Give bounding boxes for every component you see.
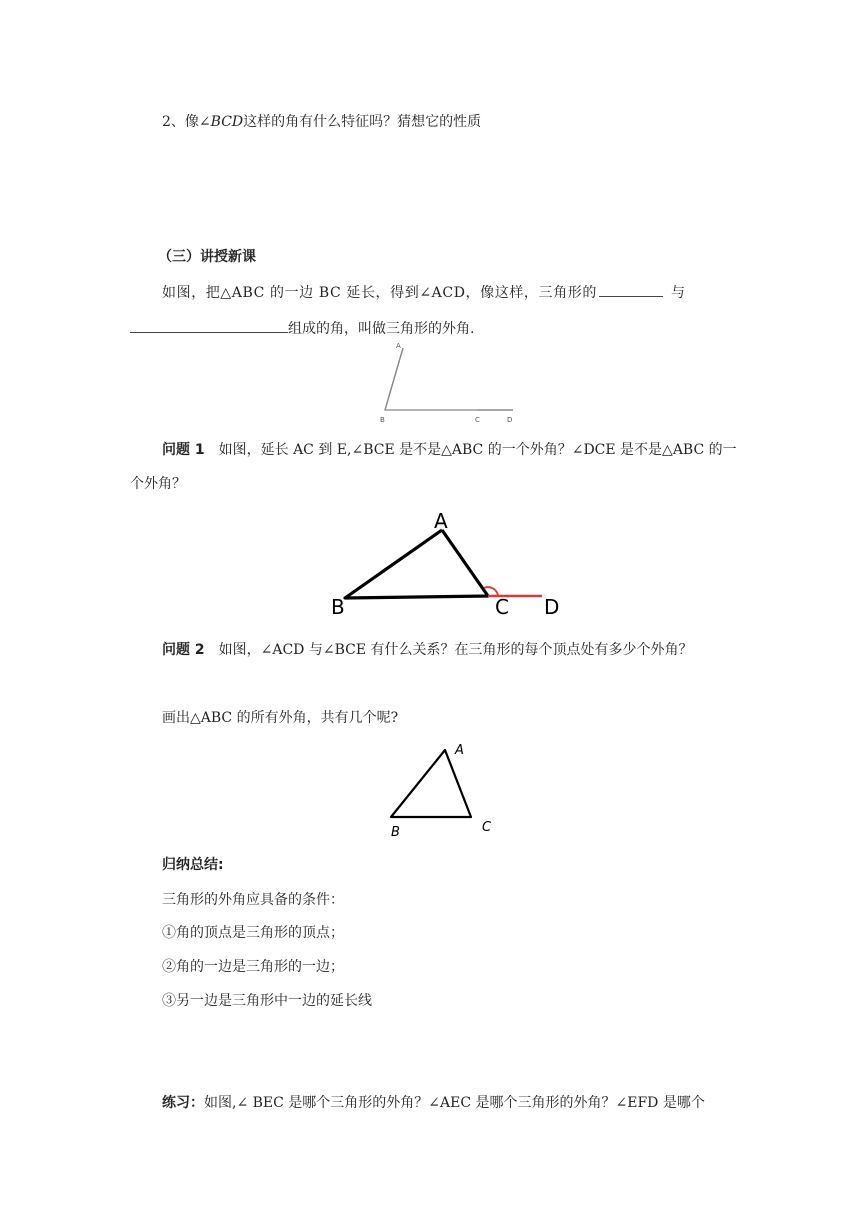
fig1-label-b: B: [380, 416, 385, 424]
summary-item-2: ②角的一边是三角形的一边；: [162, 959, 344, 975]
fig1-label-d: D: [507, 416, 513, 424]
intro-line-2-text: 组成的角，叫做三角形的外角.: [288, 321, 475, 337]
question-2-prefix: 2、像∠: [162, 114, 211, 130]
blank-2: [130, 318, 288, 333]
intro-line-1-text: 如图，把△ABC 的一边 BC 延长，得到∠ACD，像这样，三角形的: [162, 285, 597, 301]
section-3-title: （三）讲授新课: [158, 249, 256, 265]
fig1-extension: [385, 348, 403, 410]
fig3-triangle: [391, 750, 471, 817]
fig2-label-c: C: [495, 595, 509, 619]
problem-1: [162, 440, 737, 460]
question-2-suffix: 这样的角有什么特征吗？猜想它的性质: [243, 114, 482, 130]
fig3-label-c: C: [482, 820, 492, 835]
figure-1: [375, 340, 535, 425]
intro-line-2: [130, 318, 474, 339]
practice-text: 如图,∠ BEC 是哪个三角形的外角？∠AEC 是哪个三角形的外角？∠EFD 是哪个: [204, 1095, 705, 1111]
problem-2-text: 如图，∠ACD 与∠BCE 有什么关系？在三角形的每个顶点处有多少个外角？: [218, 642, 693, 658]
intro-line-1-end: 与: [670, 285, 686, 301]
question-2: [162, 112, 481, 132]
summary-item-1: ①角的顶点是三角形的顶点；: [162, 925, 344, 941]
summary-item-3: ③另一边是三角形中一边的延长线: [162, 993, 372, 1009]
fig2-triangle: [345, 530, 488, 598]
summary-intro: 三角形的外角应具备的条件：: [162, 892, 344, 908]
practice-label: 练习：: [162, 1095, 204, 1111]
figure-3: [385, 740, 505, 840]
problem-2: [162, 640, 693, 660]
blank-1: [599, 282, 663, 297]
fig2-label-b: B: [331, 595, 345, 619]
fig2-label-d: D: [544, 595, 560, 619]
problem-1-text: 如图，延长 AC 到 E,∠BCE 是不是△ABC 的一个外角？∠DCE 是不是△ABC 的一: [218, 442, 737, 458]
fig3-label-b: B: [391, 825, 400, 840]
fig2-label-a: A: [434, 509, 448, 533]
practice: [162, 1093, 705, 1113]
problem-1-cont: 个外角？: [130, 476, 186, 492]
problem-1-label: 问题 1: [162, 442, 205, 458]
problem-2-label: 问题 2: [162, 642, 205, 658]
question-2-angle: BCD: [210, 114, 244, 130]
intro-line-1: [162, 282, 686, 303]
summary-title: 归纳总结:: [162, 857, 224, 873]
fig1-triangle: [385, 348, 513, 410]
draw-prompt: 画出△ABC 的所有外角，共有几个呢?: [162, 710, 399, 726]
figure-2: [330, 508, 600, 618]
fig3-label-a: A: [455, 743, 464, 758]
fig1-label-a: A: [396, 342, 401, 350]
fig1-label-c: C: [475, 416, 480, 424]
